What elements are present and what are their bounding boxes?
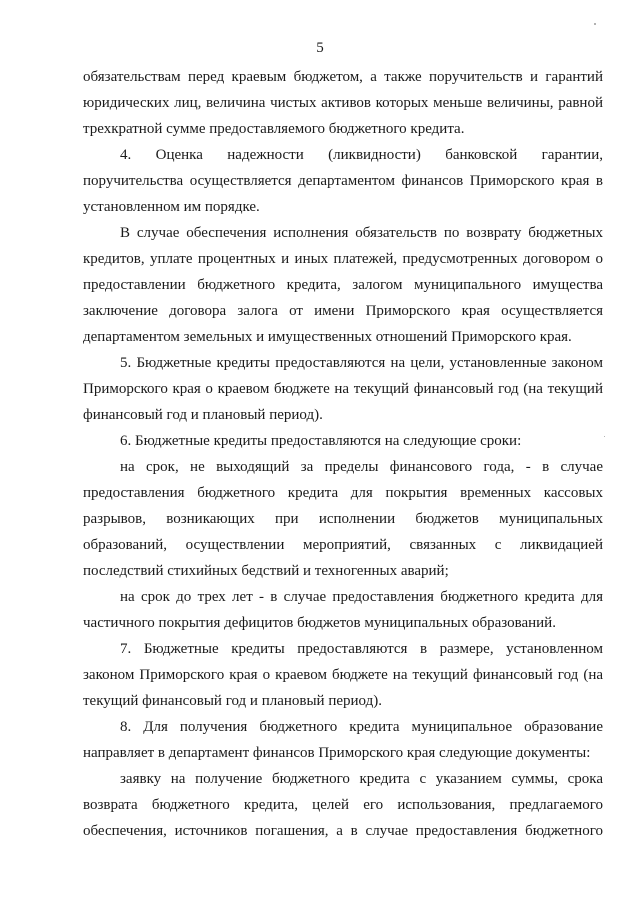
- text-line: заявку на получение бюджетного кредита с указанием суммы, срока: [120, 771, 603, 787]
- text-line: законом Приморского края о краевом бюджете на текущий финансовый год (на: [83, 667, 603, 683]
- text-line: 6. Бюджетные кредиты предоставляются на следующие сроки:: [120, 433, 522, 449]
- text-line: обеспечения, источников погашения, а в случае предоставления бюджетного: [83, 823, 603, 839]
- text-line: предоставлении бюджетного кредита, залогом муниципального имущества: [83, 277, 603, 293]
- text-line: 5. Бюджетные кредиты предоставляются на цели, установленные законом: [120, 355, 603, 371]
- text-line: финансовый год и плановый период).: [83, 407, 323, 423]
- text-line: поручительства осуществляется департаментом финансов Приморского края в: [83, 173, 603, 189]
- text-line: заключение договора залога от имени Приморского края осуществляется: [83, 303, 603, 319]
- text-line: предоставления бюджетного кредита для покрытия временных кассовых: [83, 485, 603, 501]
- text-line: 7. Бюджетные кредиты предоставляются в размере, установленном: [120, 641, 603, 657]
- text-line: 8. Для получения бюджетного кредита муниципальное образование: [120, 719, 603, 735]
- text-line: последствий стихийных бедствий и техногенных аварий;: [83, 563, 449, 579]
- text-line: на срок до трех лет - в случае предоставления бюджетного кредита для: [120, 589, 603, 605]
- text-line: департаментом земельных и имущественных отношений Приморского края.: [83, 329, 572, 345]
- text-line: 4. Оценка надежности (ликвидности) банковской гарантии,: [120, 147, 603, 163]
- text-line: текущий финансовый год и плановый период).: [83, 693, 382, 709]
- text-line: обязательствам перед краевым бюджетом, а также поручительств и гарантий: [83, 69, 603, 85]
- text-line: на срок, не выходящий за пределы финансового года, - в случае: [120, 459, 603, 475]
- document-body: [83, 64, 603, 844]
- text-line: юридических лиц, величина чистых активов которых меньше величины, равной: [83, 95, 603, 111]
- text-line: направляет в департамент финансов Приморского края следующие документы:: [83, 745, 591, 761]
- text-line: В случае обеспечения исполнения обязательств по возврату бюджетных: [120, 225, 603, 241]
- text-line: установленном им порядке.: [83, 199, 260, 215]
- text-line: разрывов, возникающих при исполнении бюджетов муниципальных: [83, 511, 603, 527]
- text-line: кредитов, уплате процентных и иных платежей, предусмотренных договором о: [83, 251, 603, 267]
- text-line: трехкратной сумме предоставляемого бюджетного кредита.: [83, 121, 465, 137]
- text-line: Приморского края о краевом бюджете на текущий финансовый год (на текущий: [83, 381, 603, 397]
- text-line: возврата бюджетного кредита, целей его использования, предлагаемого: [83, 797, 603, 813]
- text-line: образований, осуществлении мероприятий, связанных с ликвидацией: [83, 537, 603, 553]
- scan-speck: [604, 436, 605, 437]
- scan-speck: [594, 23, 596, 25]
- page-number: 5: [316, 40, 324, 56]
- text-line: частичного покрытия дефицитов бюджетов муниципальных образований.: [83, 615, 556, 631]
